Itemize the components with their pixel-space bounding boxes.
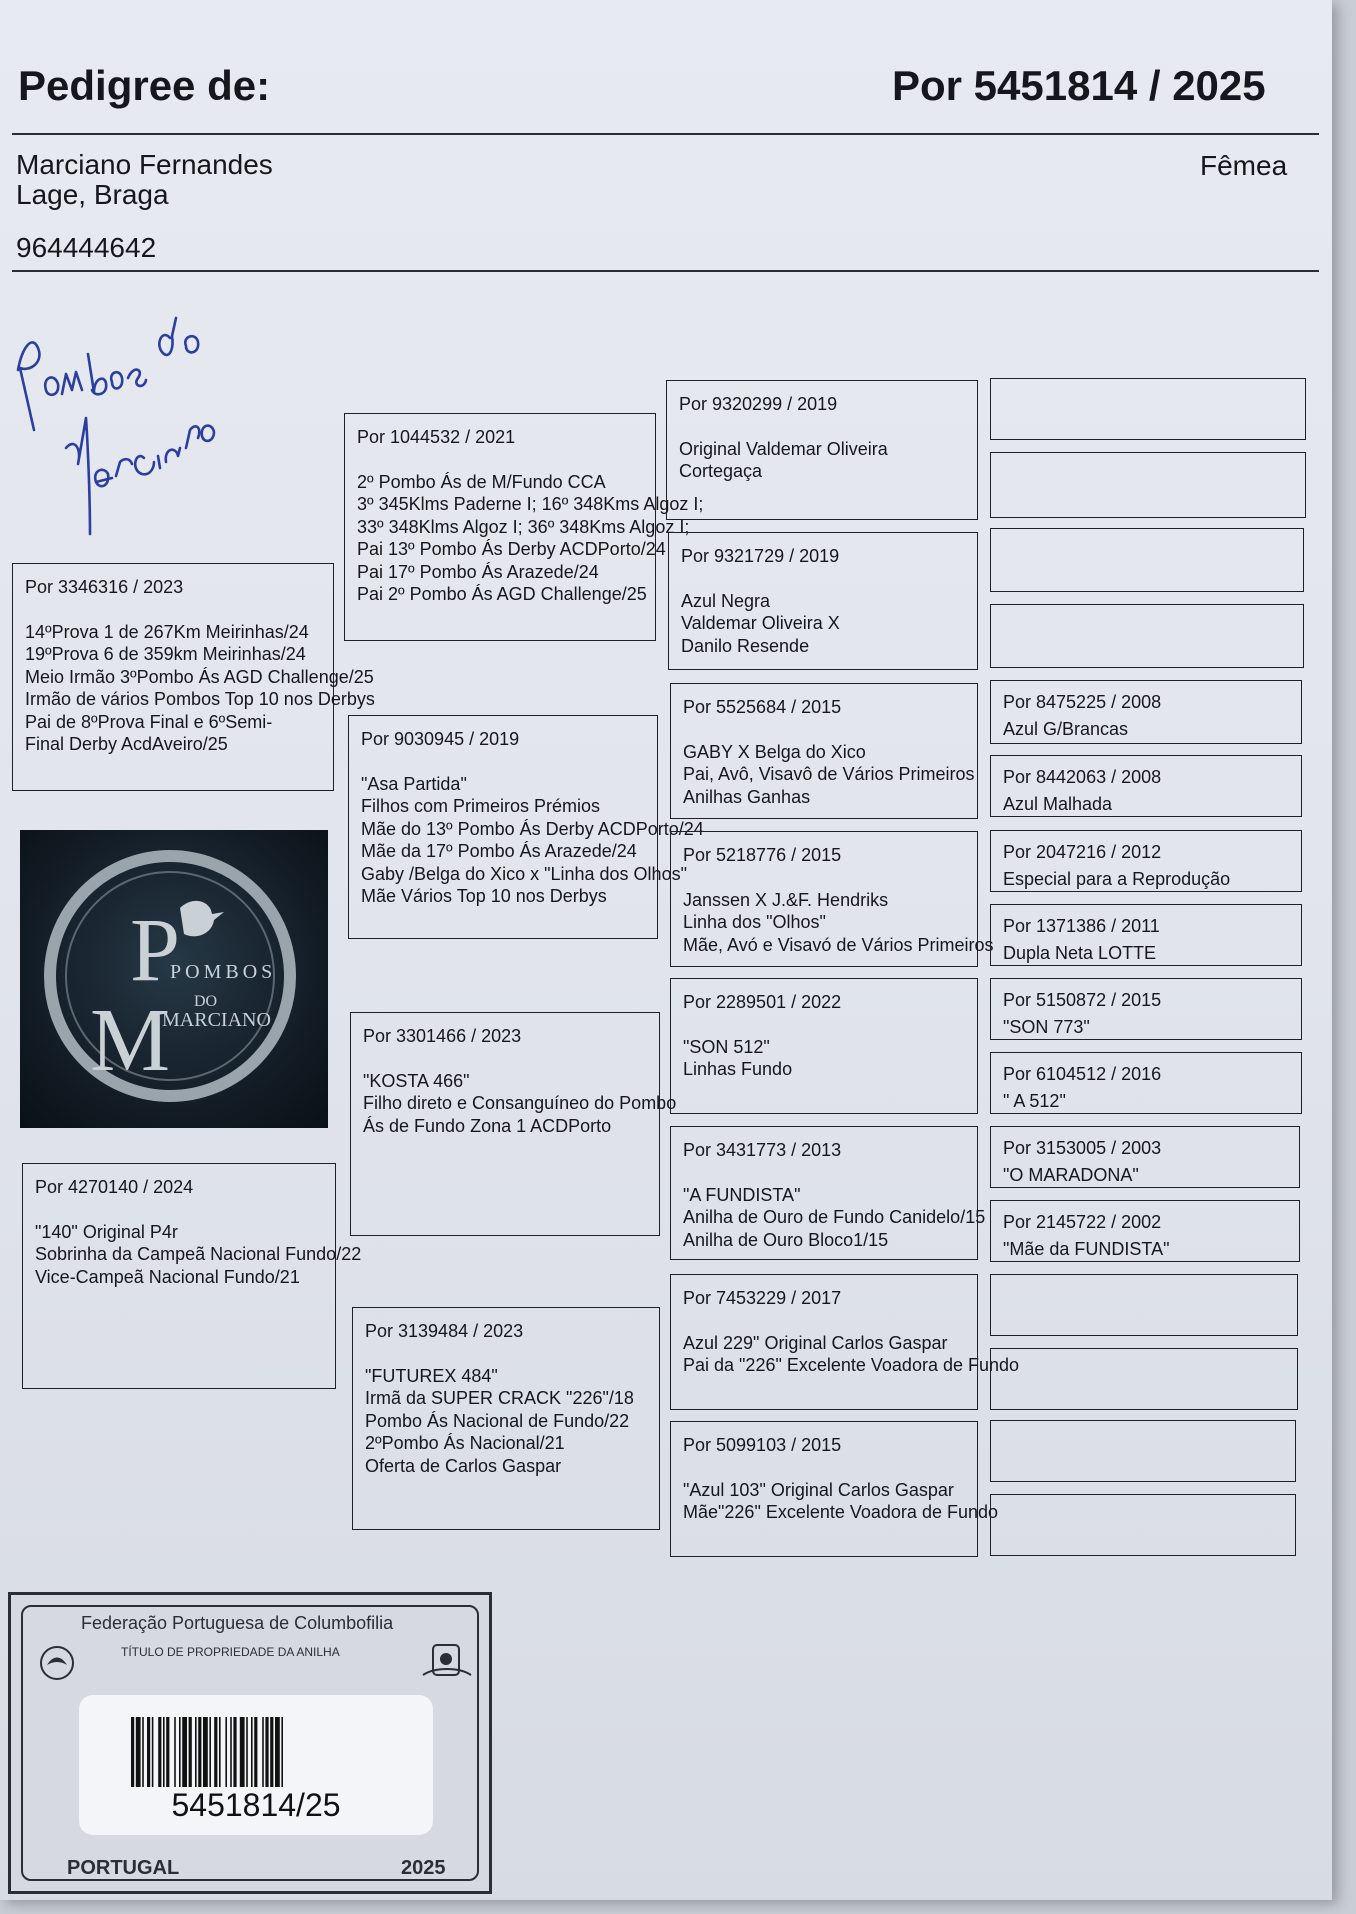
ring-number: Por 1371386 / 2011 bbox=[1003, 916, 1160, 936]
card-line: Pai de 8ºProva Final e 6ºSemi- bbox=[25, 711, 273, 732]
pedigree-card-dam bbox=[22, 1163, 362, 1389]
card-line: "A FUNDISTA" bbox=[683, 1184, 801, 1205]
card-line: Mãe, Avó e Visavó de Vários Primeiros bbox=[683, 934, 994, 955]
pedigree-card-gen3-7 bbox=[670, 1274, 1020, 1410]
card-line: Mãe Vários Top 10 nos Derbys bbox=[361, 886, 607, 906]
card-line: Pai, Avô, Visavô de Vários Primeiros bbox=[683, 764, 975, 784]
kennel-logo bbox=[20, 830, 328, 1128]
card-line: Pombo Ás Nacional de Fundo/22 bbox=[365, 1410, 630, 1431]
card-line: Vice-Campeã Nacional Fundo/21 bbox=[35, 1266, 300, 1287]
pedigree-card-grandsire-2 bbox=[350, 1012, 677, 1236]
pedigree-card-gen4-9 bbox=[990, 978, 1302, 1040]
ring-number: Por 9320299 / 2019 bbox=[679, 394, 838, 414]
ring-number: Por 8475225 / 2008 bbox=[1003, 692, 1162, 712]
card-line: Sobrinha da Campeã Nacional Fundo/22 bbox=[35, 1244, 362, 1264]
svg-text:M: M bbox=[90, 991, 171, 1090]
card-line: Azul Malhada bbox=[1003, 793, 1113, 814]
svg-text:POMBOS: POMBOS bbox=[170, 961, 277, 983]
card-line: Cortegaça bbox=[679, 461, 763, 481]
ring-number: Por 3153005 / 2003 bbox=[1003, 1138, 1162, 1158]
federation-emblem-icon bbox=[37, 1643, 77, 1683]
pedigree-card-gen4-8 bbox=[990, 904, 1302, 966]
card-line: Final Derby AcdAveiro/25 bbox=[25, 734, 228, 754]
card-line: Azul Negra bbox=[681, 590, 771, 611]
pedigree-card-gen4-4 bbox=[990, 604, 1304, 668]
pedigree-card-gen3-5 bbox=[670, 978, 978, 1114]
card-line: Ás de Fundo Zona 1 ACDPorto bbox=[363, 1115, 612, 1136]
owner-divider bbox=[12, 270, 1319, 272]
owner-phone: 964444642 bbox=[16, 232, 157, 263]
pedigree-card-sire bbox=[12, 563, 375, 791]
card-line: 14ºProva 1 de 267Km Meirinhas/24 bbox=[25, 621, 309, 642]
stamp-country: PORTUGAL bbox=[67, 1857, 180, 1879]
pedigree-card-gen4-5 bbox=[990, 680, 1302, 744]
card-line: "SON 512" bbox=[683, 1036, 770, 1057]
card-line: GABY X Belga do Xico bbox=[683, 741, 866, 762]
card-line: Oferta de Carlos Gaspar bbox=[365, 1455, 562, 1476]
card-line: Dupla Neta LOTTE bbox=[1003, 942, 1157, 963]
card-line: "KOSTA 466" bbox=[363, 1070, 470, 1091]
card-line: 3º 345Klms Paderne I; 16º 348Kms Algoz I; bbox=[357, 494, 704, 514]
ring-number: Por 8442063 / 2008 bbox=[1003, 767, 1162, 787]
ring-number: Por 3139484 / 2023 bbox=[365, 1321, 524, 1341]
card-line: " A 512" bbox=[1003, 1090, 1066, 1111]
card-line: Linha dos "Olhos" bbox=[683, 912, 826, 932]
ring-number: Por 5218776 / 2015 bbox=[683, 845, 842, 865]
card-line: Gaby /Belga do Xico x "Linha dos Olhos" bbox=[361, 863, 687, 884]
card-line: Valdemar Oliveira X bbox=[681, 613, 840, 633]
card-line: Linhas Fundo bbox=[683, 1059, 793, 1079]
header-divider bbox=[12, 133, 1319, 135]
svg-text:P: P bbox=[130, 901, 181, 1000]
ownership-title: TÍTULO DE PROPRIEDADE DA ANILHA bbox=[121, 1645, 340, 1659]
pedigree-card-gen3-8 bbox=[670, 1421, 998, 1557]
card-line: Pai 13º Pombo Ás Derby ACDPorto/24 bbox=[357, 539, 666, 559]
handwritten-signature bbox=[4, 298, 224, 543]
gender-label: Fêmea bbox=[1200, 150, 1288, 181]
pedigree-card-gen4-6 bbox=[990, 755, 1302, 817]
ring-number: Por 3301466 / 2023 bbox=[363, 1026, 522, 1046]
card-line: Pai 17º Pombo Ás Arazede/24 bbox=[357, 561, 599, 582]
pedigree-card-gen4-15 bbox=[990, 1420, 1296, 1482]
svg-text:DO: DO bbox=[194, 993, 218, 1010]
card-line: "FUTUREX 484" bbox=[365, 1365, 498, 1386]
pedigree-card-gen4-7 bbox=[990, 830, 1302, 892]
barcode-number: 5451814/25 bbox=[171, 1787, 341, 1823]
ring-number: Por 2289501 / 2022 bbox=[683, 992, 842, 1012]
owner-block bbox=[16, 150, 273, 210]
card-line: 19ºProva 6 de 359km Meirinhas/24 bbox=[25, 644, 306, 664]
card-line: "Asa Partida" bbox=[361, 773, 467, 794]
card-line: Janssen X J.&F. Hendriks bbox=[683, 889, 889, 910]
owner-name: Marciano Fernandes bbox=[16, 149, 273, 180]
card-line: Mãe do 13º Pombo Ás Derby ACDPorto/24 bbox=[361, 818, 704, 839]
ring-number: Por 5150872 / 2015 bbox=[1003, 990, 1162, 1010]
subject-ring-number: Por 5451814 / 2025 bbox=[892, 62, 1266, 109]
ring-number: Por 1044532 / 2021 bbox=[357, 427, 516, 447]
ring-number: Por 4270140 / 2024 bbox=[35, 1177, 194, 1197]
card-line: Filhos com Primeiros Prémios bbox=[361, 796, 601, 816]
card-line: Pai 2º Pombo Ás AGD Challenge/25 bbox=[357, 584, 647, 604]
card-line: 33º 348Klms Algoz I; 36º 348Kms Algoz I; bbox=[357, 516, 690, 537]
card-line: Mãe da 17º Pombo Ás Arazede/24 bbox=[361, 841, 637, 861]
card-line: Anilhas Ganhas bbox=[683, 786, 811, 807]
card-line: "140" Original P4r bbox=[35, 1221, 178, 1242]
ring-ownership-stamp bbox=[8, 1592, 492, 1894]
card-line: "Mãe da FUNDISTA" bbox=[1003, 1238, 1170, 1259]
pedigree-card-gen4-13 bbox=[990, 1274, 1298, 1336]
pedigree-card-gen4-11 bbox=[990, 1126, 1300, 1188]
card-line: Azul G/Brancas bbox=[1003, 718, 1129, 739]
pedigree-card-gen4-2 bbox=[990, 452, 1306, 518]
card-line: Meio Irmão 3ºPombo Ás AGD Challenge/25 bbox=[25, 666, 374, 687]
logo-emblem bbox=[20, 830, 328, 1128]
card-line: Danilo Resende bbox=[681, 635, 810, 656]
pedigree-card-granddam-2 bbox=[352, 1307, 660, 1530]
pedigree-card-gen4-14 bbox=[990, 1348, 1298, 1410]
card-line: Azul 229" Original Carlos Gaspar bbox=[683, 1332, 948, 1353]
pedigree-card-grandsire-1 bbox=[344, 413, 704, 641]
pedigree-card-gen4-10 bbox=[990, 1052, 1302, 1114]
card-line: Mãe"226" Excelente Voadora de Fundo bbox=[683, 1502, 998, 1522]
page-title: Pedigree de: bbox=[18, 62, 271, 109]
stamp-year: 2025 bbox=[401, 1857, 446, 1879]
card-line: Irmã da SUPER CRACK "226"/18 bbox=[365, 1388, 634, 1408]
ring-number: Por 5525684 / 2015 bbox=[683, 697, 842, 717]
portugal-arms-icon bbox=[419, 1639, 475, 1683]
card-line: Anilha de Ouro Bloco1/15 bbox=[683, 1229, 889, 1250]
pedigree-card-granddam-1 bbox=[348, 715, 704, 939]
pedigree-card-gen3-3 bbox=[670, 683, 978, 819]
pedigree-card-gen3-2 bbox=[668, 532, 978, 670]
ring-number: Por 5099103 / 2015 bbox=[683, 1435, 842, 1455]
card-line: Filho direto e Consanguíneo do Pombo bbox=[363, 1093, 677, 1113]
pedigree-card-gen4-3 bbox=[990, 528, 1304, 592]
ring-number: Por 3431773 / 2013 bbox=[683, 1140, 842, 1160]
ring-number: Por 2145722 / 2002 bbox=[1003, 1212, 1162, 1232]
card-line: Irmão de vários Pombos Top 10 nos Derbys bbox=[25, 689, 375, 709]
card-line: 2º Pombo Ás de M/Fundo CCA bbox=[357, 471, 606, 492]
owner-location: Lage, Braga bbox=[16, 179, 169, 210]
card-line: Pai da "226" Excelente Voadora de Fundo bbox=[683, 1355, 1020, 1375]
pedigree-card-gen4-1 bbox=[990, 378, 1306, 440]
card-line: "O MARADONA" bbox=[1003, 1164, 1139, 1185]
barcode-card bbox=[79, 1695, 433, 1835]
pedigree-card-gen3-4 bbox=[670, 831, 994, 967]
card-line: 2ºPombo Ás Nacional/21 bbox=[365, 1433, 565, 1453]
federation-name: Federação Portuguesa de Columbofilia bbox=[81, 1613, 394, 1633]
pedigree-card-gen4-12 bbox=[990, 1200, 1300, 1262]
ring-number: Por 3346316 / 2023 bbox=[25, 577, 184, 597]
card-line: "SON 773" bbox=[1003, 1016, 1090, 1037]
barcode-icon bbox=[131, 1717, 381, 1787]
card-line: Original Valdemar Oliveira bbox=[679, 438, 888, 459]
pedigree-card-gen3-6 bbox=[670, 1126, 986, 1260]
card-line: Anilha de Ouro de Fundo Canidelo/15 bbox=[683, 1207, 986, 1227]
ring-number: Por 2047216 / 2012 bbox=[1003, 842, 1162, 862]
ring-number: Por 6104512 / 2016 bbox=[1003, 1064, 1162, 1084]
card-line: "Azul 103" Original Carlos Gaspar bbox=[683, 1479, 954, 1500]
pedigree-card-gen3-1 bbox=[666, 380, 978, 520]
ring-number: Por 9321729 / 2019 bbox=[681, 546, 840, 566]
ring-number: Por 7453229 / 2017 bbox=[683, 1288, 842, 1308]
ring-number: Por 9030945 / 2019 bbox=[361, 729, 520, 749]
card-line: Especial para a Reprodução bbox=[1003, 868, 1231, 889]
pedigree-card-gen4-16 bbox=[990, 1494, 1296, 1556]
svg-text:MARCIANO: MARCIANO bbox=[162, 1009, 271, 1031]
